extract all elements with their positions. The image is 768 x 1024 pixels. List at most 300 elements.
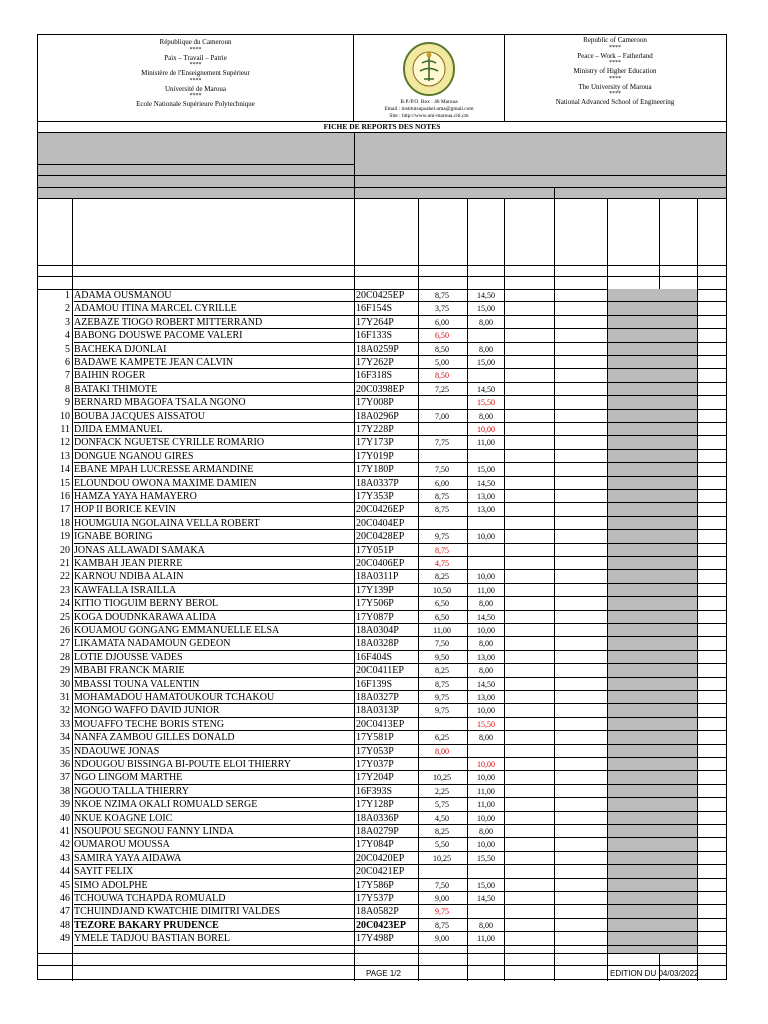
edition-date: EDITION DU 04/03/2022 [610, 969, 699, 978]
table-row [38, 356, 726, 369]
student-name: MOUAFFO TECHE BORIS STENG [74, 718, 225, 730]
row-number: 20 [60, 544, 70, 556]
student-name: ELOUNDOU OWONA MAXIME DAMIEN [74, 477, 257, 489]
row-number: 47 [60, 906, 70, 918]
table-row [38, 503, 726, 516]
student-name: TEZORE BAKARY PRUDENCE [74, 919, 219, 931]
table-row [38, 637, 726, 650]
divider [354, 188, 355, 198]
student-matricule: 17Y053P [356, 745, 394, 757]
student-matricule: 16F393S [356, 785, 393, 797]
separator-stars: **** [609, 44, 621, 51]
grade-2: 10,00 [477, 760, 495, 769]
grade-1: 7,50 [435, 880, 449, 890]
grade-2: 8,00 [479, 411, 493, 421]
row-number: 45 [60, 879, 70, 891]
grade-1: 6,50 [435, 612, 449, 622]
divider [554, 188, 555, 198]
row-number: 35 [60, 745, 70, 757]
student-name: LOTIE DJOUSSE VADES [74, 651, 183, 663]
student-matricule: 20C0398EP [356, 383, 405, 395]
separator-stars: **** [609, 91, 621, 98]
student-matricule: 20C0423EP [356, 919, 406, 931]
student-matricule: 18A0259P [356, 343, 399, 355]
divider [38, 164, 354, 165]
student-name: BOUBA JACQUES AISSATOU [74, 410, 205, 422]
separator-stars: **** [189, 93, 202, 100]
grade-2: 14,50 [477, 291, 495, 300]
table-row [38, 879, 726, 892]
student-matricule: 17Y262P [356, 357, 394, 368]
student-matricule: 16F154S [356, 303, 393, 315]
student-name: KAWFALLA ISRAILLA [74, 584, 177, 596]
grade-1: 5,50 [435, 840, 449, 850]
table-row [38, 329, 726, 342]
grade-1: 9,75 [435, 532, 449, 542]
row-number: 14 [60, 464, 70, 476]
table-row [38, 718, 726, 731]
student-name: AZEBAZE TIOGO ROBERT MITTERRAND [74, 316, 263, 328]
student-name: BACHEKA DJONLAI [74, 343, 167, 355]
grade-1: 8,75 [435, 492, 449, 501]
student-matricule: 17Y087P [356, 611, 394, 623]
table-row [38, 852, 726, 865]
student-name: BABONG DOUSWE PACOME VALERI [74, 330, 243, 342]
student-matricule: 20C0411EP [356, 665, 404, 677]
student-matricule: 17Y008P [356, 397, 394, 409]
grade-2: 13,00 [477, 652, 495, 662]
row-number: 31 [60, 692, 70, 703]
student-name: NGOUO TALLA THIERRY [74, 785, 189, 797]
table-row [38, 597, 726, 610]
grade-1: 5,00 [435, 358, 449, 367]
student-matricule: 20C0426EP [356, 504, 405, 516]
student-matricule: 20C0406EP [356, 558, 405, 569]
student-matricule: 20C0404EP [356, 517, 405, 529]
grade-2: 14,50 [477, 478, 495, 488]
table-row [38, 396, 726, 409]
grade-1: 6,50 [435, 599, 449, 609]
row-number: 2 [65, 303, 70, 315]
student-name: MONGO WAFFO DAVID JUNIOR [74, 705, 220, 717]
table-row [38, 530, 726, 543]
student-matricule: 17Y019P [356, 450, 394, 462]
student-matricule: 17Y204P [356, 772, 394, 784]
grade-1: 2,25 [435, 786, 449, 796]
student-name: KITIO TIOGUIM BERNY BEROL [74, 598, 219, 610]
divider [38, 965, 726, 966]
row-number: 18 [60, 517, 70, 529]
student-matricule: 18A0313P [356, 705, 399, 717]
student-name: BAIHIN ROGER [74, 370, 146, 382]
grade-2: 11,00 [477, 438, 495, 448]
grade-1: 6,25 [435, 733, 449, 743]
student-name: NANFA ZAMBOU GILLES DONALD [74, 732, 235, 744]
country-en: Republic of Cameroon [583, 36, 647, 44]
grade-1: 8,25 [435, 666, 449, 676]
grade-1: 9,50 [435, 652, 449, 662]
row-number: 21 [60, 558, 70, 569]
row-number: 1 [65, 290, 70, 301]
separator-stars: **** [189, 46, 202, 53]
table-row [38, 557, 726, 570]
student-name: HOP II BORICE KEVIN [74, 504, 176, 516]
table-row [38, 758, 726, 771]
grade-1: 7,00 [435, 411, 449, 421]
table-row [38, 383, 726, 396]
grade-1: 7,75 [435, 438, 449, 448]
student-matricule: 17Y537P [356, 893, 394, 904]
student-matricule: 17Y506P [356, 598, 394, 610]
table-row [38, 369, 726, 382]
table-row [38, 664, 726, 677]
grade-1: 9,75 [435, 907, 449, 917]
student-name: NKUE KOAGNE LOIC [74, 812, 173, 824]
grade-2: 8,00 [479, 920, 493, 930]
row-number: 36 [60, 759, 70, 770]
country-fr: République du Cameroun [159, 38, 232, 46]
info-band-sub [38, 188, 726, 198]
table-row [38, 436, 726, 449]
row-number: 38 [60, 785, 70, 797]
grade-2: 15,50 [477, 398, 495, 408]
student-matricule: 20C0420EP [356, 852, 405, 864]
grade-1: 3,75 [435, 304, 449, 314]
table-row [38, 678, 726, 691]
student-matricule: 17Y498P [356, 933, 394, 945]
student-matricule: 18A0311P [356, 571, 399, 583]
grade-1: 8,75 [435, 545, 449, 555]
table-row [38, 302, 726, 315]
row-number: 11 [60, 424, 70, 435]
grade-2: 14,50 [477, 894, 495, 903]
row-number: 26 [60, 625, 70, 636]
grade-1: 8,00 [435, 746, 449, 756]
divider [38, 175, 726, 176]
separator-stars: **** [609, 60, 621, 67]
row-number: 10 [60, 410, 70, 422]
row-number: 6 [65, 357, 70, 368]
student-name: NDAOUWE JONAS [74, 745, 160, 757]
grade-1: 5,75 [435, 800, 449, 810]
row-number: 4 [65, 330, 70, 342]
document-header [38, 35, 726, 121]
student-name: KAMBAH JEAN PIERRE [74, 558, 183, 569]
row-number: 25 [60, 611, 70, 623]
motto-en: Peace – Work – Fatherland [577, 51, 653, 60]
student-name: NDOUGOU BISSINGA BI-POUTE ELOI THIERRY [74, 759, 292, 770]
contact-email: Email : institutsupsahel.uma@gmail.com [384, 106, 474, 112]
grade-2: 14,50 [477, 679, 495, 689]
grade-1: 4,50 [435, 813, 449, 823]
grade-2: 11,00 [477, 585, 495, 595]
student-name: MBABI FRANCK MARIE [74, 665, 185, 677]
table-row [38, 423, 726, 436]
student-matricule: 17Y353P [356, 491, 394, 502]
student-matricule: 18A0296P [356, 410, 399, 422]
grade-2: 10,00 [477, 773, 495, 783]
grade-1: 10,25 [433, 853, 451, 863]
grade-2: 15,00 [477, 880, 495, 890]
table-row [38, 463, 726, 476]
student-name: KARNOU NDIBA ALAIN [74, 571, 184, 583]
university-fr: Université de Maroua [164, 84, 227, 93]
grade-1: 8,50 [435, 344, 449, 354]
row-number: 46 [60, 893, 70, 904]
student-matricule: 18A0328P [356, 638, 399, 650]
table-row [38, 745, 726, 758]
university-en: The University of Maroua [578, 82, 652, 91]
row-number: 34 [60, 732, 70, 744]
table-row [38, 651, 726, 664]
grade-2: 15,00 [477, 358, 495, 367]
student-name: NKOE NZIMA OKALI ROMUALD SERGE [74, 799, 258, 811]
grade-2: 11,00 [477, 800, 495, 810]
table-row [38, 865, 726, 878]
row-number: 30 [60, 678, 70, 690]
grade-2: 14,50 [477, 384, 495, 394]
student-name: HAMZA YAYA HAMAYERO [74, 491, 197, 502]
student-name: EBANE MPAH LUCRESSE ARMANDINE [74, 464, 254, 476]
row-number: 39 [60, 799, 70, 811]
row-number: 12 [60, 437, 70, 449]
student-name: BERNARD MBAGOFA TSALA NGONO [74, 397, 246, 409]
student-name: MBASSI TOUNA VALENTIN [74, 678, 200, 690]
grade-1: 8,75 [435, 291, 449, 300]
row-number: 9 [65, 397, 70, 409]
grade-2: 8,00 [479, 599, 493, 609]
grade-2: 8,00 [479, 344, 493, 354]
row-number: 5 [65, 343, 70, 355]
table-row [38, 544, 726, 557]
student-name: NGO LINGOM MARTHE [74, 772, 183, 784]
divider [38, 265, 726, 266]
grade-1: 7,25 [435, 384, 449, 394]
student-matricule: 16F133S [356, 330, 393, 342]
row-number: 48 [60, 919, 70, 931]
student-matricule: 17Y180P [356, 464, 394, 476]
row-number: 7 [65, 370, 70, 382]
grade-1: 9,00 [435, 934, 449, 944]
student-matricule: 17Y128P [356, 799, 394, 811]
student-name: BATAKI THIMOTE [74, 383, 158, 395]
separator-stars: **** [189, 62, 202, 69]
student-matricule: 18A0336P [356, 812, 399, 824]
row-number: 49 [60, 933, 70, 945]
table-row [38, 517, 726, 530]
student-name: SAYIT FELIX [74, 866, 134, 878]
student-matricule: 18A0327P [356, 692, 399, 703]
row-number: 29 [60, 665, 70, 677]
grade-1: 7,50 [435, 639, 449, 649]
grade-2: 10,00 [477, 425, 495, 434]
grade-1: 7,50 [435, 465, 449, 475]
row-number: 27 [60, 638, 70, 650]
grade-1: 10,25 [433, 773, 451, 783]
row-number: 40 [60, 812, 70, 824]
grade-2: 10,00 [477, 813, 495, 823]
row-number: 13 [60, 450, 70, 462]
grade-1: 8,25 [435, 572, 449, 582]
student-matricule: 20C0428EP [356, 531, 405, 543]
grade-2: 10,00 [477, 532, 495, 542]
table-row [38, 410, 726, 423]
student-name: OUMAROU MOUSSA [74, 839, 170, 851]
grade-2: 8,00 [479, 733, 493, 743]
grade-2: 8,00 [479, 666, 493, 676]
row-number: 17 [60, 504, 70, 516]
school-en: National Advanced School of Engineering [555, 98, 675, 107]
student-name: TCHOUWA TCHAPDA ROMUALD [74, 893, 226, 904]
student-matricule: 20C0413EP [356, 718, 405, 730]
student-name: ADAMA OUSMANOU [74, 290, 172, 301]
grade-2: 13,00 [477, 505, 495, 515]
student-matricule: 17Y051P [356, 544, 394, 556]
grade-1: 8,25 [435, 827, 449, 836]
student-matricule: 18A0304P [356, 625, 399, 636]
grade-2: 8,00 [479, 639, 493, 649]
grade-1: 9,75 [435, 693, 449, 702]
student-name: SAMIRA YAYA AIDAWA [74, 852, 182, 864]
table-row [38, 771, 726, 784]
student-name: ADAMOU ITINA MARCEL CYRILLE [74, 303, 237, 315]
table-row [38, 343, 726, 356]
table-row [38, 704, 726, 717]
student-name: HOUMGUIA NGOLAINA VELLA ROBERT [74, 517, 260, 529]
separator-stars: **** [609, 75, 621, 82]
report-sheet [37, 34, 727, 980]
table-row [38, 450, 726, 463]
header-logo-block [354, 35, 505, 121]
row-number: 42 [60, 839, 70, 851]
grade-1: 9,00 [435, 894, 449, 903]
student-name: DONFACK NGUETSE CYRILLE ROMARIO [74, 437, 265, 449]
grade-2: 13,00 [477, 492, 495, 501]
school-fr: Ecole Nationale Supérieure Polytechnique [136, 100, 255, 109]
grade-1: 6,00 [435, 317, 449, 327]
row-number: 8 [65, 383, 70, 395]
student-name: MOHAMADOU HAMATOUKOUR TCHAKOU [74, 692, 275, 703]
grade-2: 8,00 [479, 827, 493, 836]
motto-fr: Paix – Travail – Patrie [164, 53, 227, 62]
student-matricule: 20C0425EP [356, 290, 405, 301]
student-matricule: 16F139S [356, 678, 393, 690]
student-name: NSOUPOU SEGNOU FANNY LINDA [74, 826, 234, 837]
divider [38, 276, 726, 277]
table-row [38, 624, 726, 637]
student-name: BADAWE KAMPETE JEAN CALVIN [74, 357, 234, 368]
student-matricule: 17Y173P [356, 437, 394, 449]
grade-1: 10,50 [433, 585, 451, 595]
table-row [38, 691, 726, 704]
student-name: JONAS ALLAWADI SAMAKA [74, 544, 205, 556]
student-matricule: 18A0337P [356, 477, 399, 489]
ministry-fr: Ministère de l'Enseignement Supérieur [141, 69, 250, 78]
student-name: KOUAMOU GONGANG EMMANUELLE ELSA [74, 625, 280, 636]
student-matricule: 17Y581P [356, 732, 394, 744]
table-row [38, 289, 726, 302]
row-number: 41 [60, 826, 70, 837]
row-number: 28 [60, 651, 70, 663]
student-name: YMELE TADJOU BASTIAN BOREL [74, 933, 230, 945]
postal-box: B.P./P.O. Box : 46 Maroua [400, 99, 458, 105]
table-row [38, 785, 726, 798]
student-matricule: 17Y228P [356, 424, 394, 435]
row-number: 3 [65, 316, 70, 328]
table-row [38, 838, 726, 851]
grade-2: 15,50 [477, 853, 495, 863]
row-number: 37 [60, 772, 70, 784]
table-row [38, 611, 726, 624]
student-matricule: 16F318S [356, 370, 393, 382]
grade-2: 10,00 [477, 840, 495, 850]
table-row [38, 932, 726, 945]
student-matricule: 17Y139P [356, 584, 394, 596]
student-matricule: 18A0279P [356, 826, 399, 837]
grade-2: 14,50 [477, 612, 495, 622]
document-title: FICHE DE REPORTS DES NOTES [38, 122, 726, 133]
student-matricule: 17Y084P [356, 839, 394, 851]
grade-1: 11,00 [433, 626, 451, 635]
student-matricule: 17Y586P [356, 879, 394, 891]
header-right-block [504, 35, 726, 121]
student-matricule: 17Y037P [356, 759, 394, 770]
grade-2: 8,00 [479, 317, 493, 327]
table-row [38, 892, 726, 905]
table-row [38, 825, 726, 838]
divider [38, 198, 726, 199]
row-number: 43 [60, 852, 70, 864]
row-number: 16 [60, 491, 70, 502]
student-matricule: 20C0421EP [356, 866, 405, 878]
grade-2: 11,00 [477, 934, 495, 944]
divider [354, 133, 355, 187]
student-name: TCHUINDJAND KWATCHIE DIMITRI VALDES [74, 906, 281, 918]
student-name: SIMO ADOLPHE [74, 879, 148, 891]
student-name: DONGUE NGANOU GIRES [74, 450, 194, 462]
info-band [38, 133, 726, 187]
row-number: 22 [60, 571, 70, 583]
student-matricule: 17Y264P [356, 316, 394, 328]
grade-2: 11,00 [477, 786, 495, 796]
student-matricule: 16F404S [356, 651, 393, 663]
row-number: 32 [60, 705, 70, 717]
separator-stars: **** [189, 77, 202, 84]
grade-2: 10,00 [477, 572, 495, 582]
grade-1: 9,75 [435, 706, 449, 716]
university-seal-logo [402, 41, 456, 97]
table-row [38, 584, 726, 597]
grade-1: 8,50 [435, 371, 449, 381]
grade-2: 13,00 [477, 693, 495, 702]
grade-1: 8,75 [435, 920, 449, 930]
row-divider [74, 945, 726, 946]
header-left-block [38, 35, 354, 121]
grade-2: 15,00 [477, 304, 495, 314]
contact-block [354, 99, 504, 120]
table-row [38, 798, 726, 811]
grade-2: 10,00 [477, 706, 495, 716]
grade-1: 6,50 [435, 331, 449, 341]
student-matricule: 18A0582P [356, 906, 399, 918]
contact-website: Site : http://www.uni-maroua.citi.cm [389, 113, 469, 119]
row-number: 44 [60, 866, 70, 878]
divider [38, 953, 726, 954]
table-row [38, 812, 726, 825]
page-number: PAGE 1/2 [366, 969, 401, 978]
grade-2: 15,00 [477, 465, 495, 475]
row-number: 19 [60, 531, 70, 543]
